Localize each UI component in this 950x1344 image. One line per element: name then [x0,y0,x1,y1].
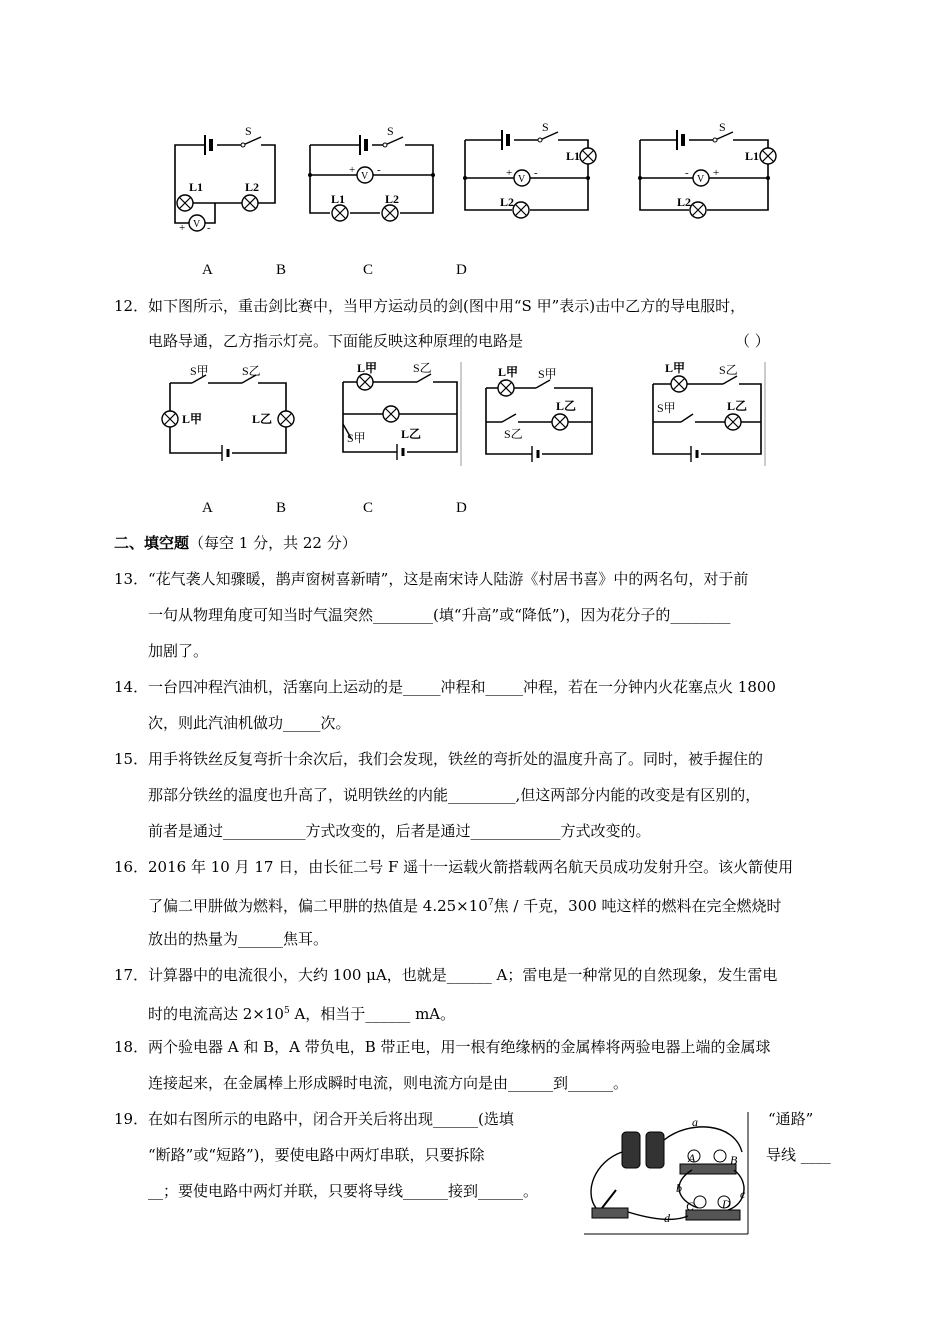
q19-wire-d: d [664,1211,670,1225]
q12-circuit-c [480,362,610,462]
q15-line1: 用手将铁丝反复弯折十余次后，我们会发现，铁丝的弯折处的温度升高了。同时，被手握住的 [148,750,764,768]
section2-note: （每空 1 分，共 22 分） [189,534,357,552]
q12-c-ljia: L甲 [498,365,519,379]
q11-d-meter-label: V [697,174,705,185]
q13-line1: “花气袭人知骤暖，鹊声窗树喜新晴”，这是南宋诗人陆游《村居书喜》中的两名句，对于前 [148,570,749,588]
q12-a-ljia: L甲 [182,412,203,426]
q11-b-switch-label: S [387,124,394,138]
q11-b-l1-label: L1 [331,192,346,206]
q11-a-plus: + [179,222,186,234]
q13-line3: 加剧了。 [148,642,209,660]
q16-exponent: 7 [487,898,494,908]
q11-a-meter-label: V [193,219,201,230]
q12-b-sjia: S甲 [347,431,366,445]
q11-label-d: D [456,262,467,278]
q11-d-plus: + [713,167,720,179]
q16-line2-a: 了偏二甲肼做为燃料，偏二甲肼的热值是 4.25×10 [148,897,488,915]
q12-label-c: C [363,500,374,516]
q15-number: 15． [114,750,149,768]
q12-label-d: D [456,500,467,516]
q12-answer-bracket: （ ） [735,332,770,350]
q11-c-l2-label: L2 [500,195,515,209]
q16-line2-b: 焦 / 千克，300 吨这样的燃料在完全燃烧时 [493,897,782,915]
q11-label-b: B [276,262,287,278]
q11-b-meter-label: V [361,171,369,182]
q12-line2: 电路导通，乙方指示灯亮。下面能反映这种原理的电路是 [148,332,524,350]
section2-title: 二、填空题 [114,534,190,552]
q19-post-d: D [722,1197,731,1211]
q11-c-minus: - [534,167,538,179]
q11-d-minus: - [685,167,689,179]
q12-b-syi: S乙 [413,361,432,375]
q17-line2 [148,1001,455,1024]
q11-b-minus: - [377,164,381,176]
q18-line2: 连接起来，在金属棒上形成瞬时电流，则电流方向是由______到______。 [148,1074,629,1092]
q19-line3: __；要使电路中两灯并联，只要将导线______接到______。 [148,1182,539,1200]
q14-line1: 一台四冲程汽油机，活塞向上运动的是_____冲程和_____冲程，若在一分钟内火花塞点火 1800 [148,678,776,696]
q11-label-a: A [202,262,213,278]
q19-line1: 在如右图所示的电路中，闭合开关后将出现______(选填 [148,1110,514,1128]
q16-line2 [148,893,782,916]
q11-c-meter-label: V [518,174,526,185]
q11-b-plus: + [349,164,356,176]
q19-line1-right: “通路” [768,1110,814,1128]
q12-b-ljia: L甲 [357,361,378,375]
q19-circuit-figure [584,1112,750,1236]
q17-line2-b: A，相当于______ mA。 [289,1005,456,1023]
q11-a-l1-label: L1 [189,180,204,194]
q11-a-l2-label: L2 [245,180,260,194]
q16-line1: 2016 年 10 月 17 日，由长征二号 F 遥十一运载火箭搭载两名航天员成功发射升空。该火箭使用 [148,858,794,876]
q13-number: 13． [114,570,149,588]
q14-line2: 次，则此汽油机做功_____次。 [148,714,351,732]
q17-number: 17． [114,966,149,984]
q19-line2-right: 导线 ____ [766,1146,831,1164]
q11-c-plus: + [506,167,513,179]
q12-a-lyi: L乙 [252,412,273,426]
q11-c-l1-label: L1 [566,149,581,163]
q18-number: 18． [114,1038,149,1056]
q11-label-c: C [363,262,374,278]
q13-line2: 一句从物理角度可知当时气温突然________(填“升高”或“降低”)，因为花分子的________ [148,606,731,624]
q12-a-syi: S乙 [242,364,261,378]
section2-heading [114,533,357,553]
q12-label-a: A [202,500,213,516]
q11-b-l2-label: L2 [385,192,400,206]
q11-a-switch-label: S [245,124,252,138]
q12-c-sjia: S甲 [538,367,557,381]
q12-c-syi: S乙 [504,427,523,441]
q17-line1: 计算器中的电流很小，大约 100 μA，也就是______ A；雷电是一种常见的自然现象，发生雷电 [148,966,778,984]
q19-post-a: A [688,1151,696,1165]
q11-d-switch-label: S [719,120,726,134]
q19-wire-b: b [676,1181,682,1195]
q11-circuit-b [305,125,440,220]
q12-label-b: B [276,500,287,516]
q11-c-switch-label: S [542,120,549,134]
q16-number: 16． [114,858,149,876]
q19-wire-a: a [692,1115,698,1129]
q19-post-b: B [730,1153,738,1167]
q11-circuit-a [165,125,280,235]
q12-number: 12． [114,297,149,315]
q14-number: 14． [114,678,149,696]
q12-d-syi: S乙 [719,363,738,377]
q12-circuit-d [645,362,770,462]
q19-wire-c: c [740,1187,746,1201]
q15-line2: 那部分铁丝的温度也升高了，说明铁丝的内能_________,但这两部分内能的改变是有区别的， [148,786,761,804]
q12-d-lyi: L乙 [727,399,748,413]
q16-line3: 放出的热量为______焦耳。 [148,930,329,948]
q12-line1: 如下图所示，重击剑比赛中，当甲方运动员的剑(图中用“S 甲”表示)击中乙方的导电服时， [148,297,746,315]
q15-line3: 前者是通过___________方式改变的，后者是通过____________方式改变的。 [148,822,651,840]
q12-circuit-b [335,362,465,462]
q11-d-l2-label: L2 [677,195,692,209]
q12-d-sjia: S甲 [657,401,676,415]
q12-b-lyi: L乙 [401,427,422,441]
q11-a-minus: - [207,222,211,234]
q17-exponent: 5 [283,1006,290,1016]
q19-post-c: C [686,1199,695,1213]
q18-line1: 两个验电器 A 和 B，A 带负电，B 带正电，用一根有绝缘柄的金属棒将两验电器上端的金属球 [148,1038,771,1056]
q11-circuit-d [635,122,780,222]
q17-line2-a: 时的电流高达 2×10 [148,1005,284,1023]
q19-line2: “断路”或“短路”)，要使电路中两灯串联，只要拆除 [148,1146,485,1164]
q12-a-sjia: S甲 [190,364,209,378]
q11-circuit-c [460,122,600,222]
q12-c-lyi: L乙 [556,399,577,413]
q19-number: 19． [114,1110,149,1128]
q11-d-l1-label: L1 [745,149,760,163]
q12-d-ljia: L甲 [665,361,686,375]
q12-circuit-a [160,365,300,460]
